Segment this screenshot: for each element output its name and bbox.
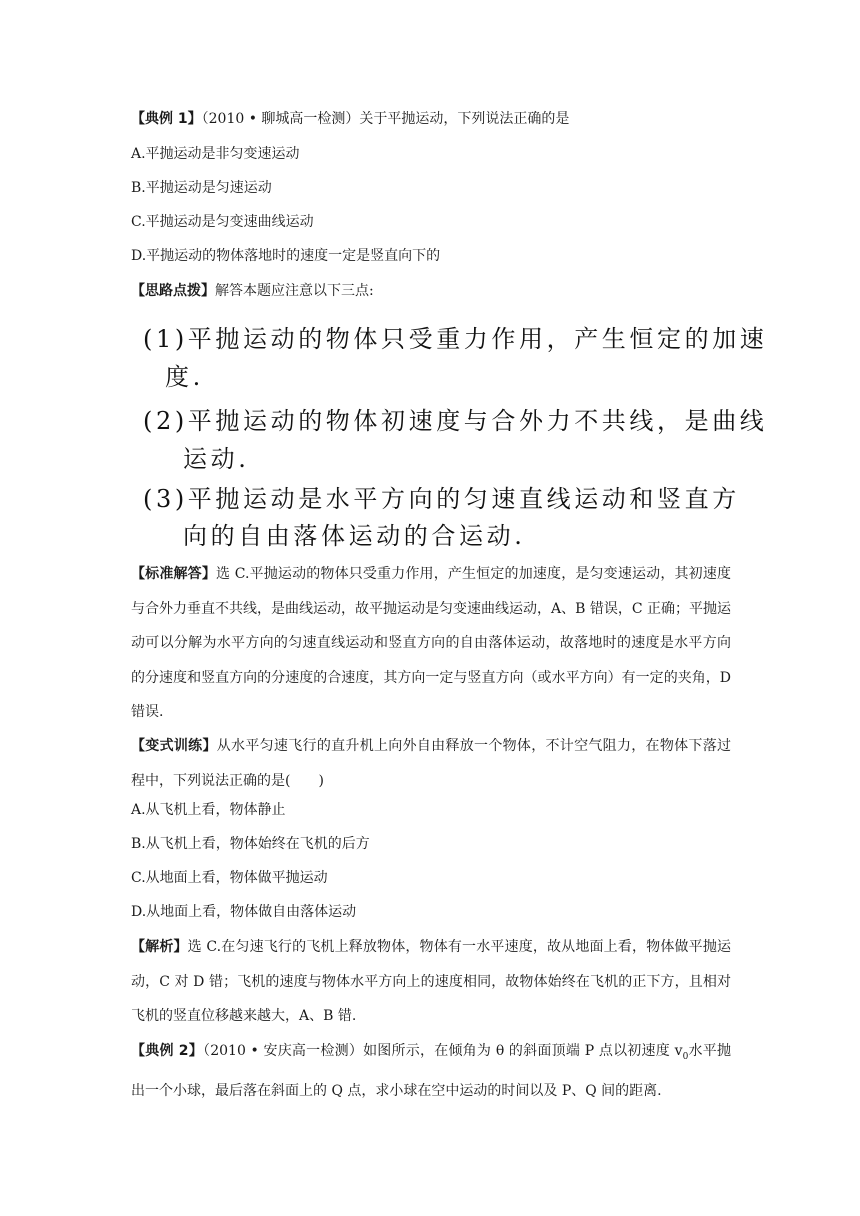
answer-paragraph [131,557,731,730]
example1-text: （2010 • 聊城高一检测）关于平抛运动，下列说法正确的是 [201,111,570,127]
analysis-text: 选 C.在匀速飞行的飞机上释放物体，物体有一水平速度，故从地面上看，物体做平抛运动，C 对 D 错；飞机的速度与物体水平方向上的速度相同，故物体始终在飞机的正下方，且相对飞机的竖直位移越来越大，A、B 错. [131,939,731,1024]
hint-scan-line: 运动. [183,445,250,473]
variant-option-b: B.从飞机上看，物体始终在飞机的后方 [131,836,370,852]
example1-label: 【典例 1】 [131,111,202,127]
analysis-paragraph [131,930,731,1034]
variant-paragraph [131,729,731,798]
hint-scan-line: (1)平抛运动的物体只受重力作用，产生恒定的加速 [143,325,768,353]
example1-option-a: A.平抛运动是非匀变速运动 [131,146,300,162]
variant-text: 从水平匀速飞行的直升机上向外自由释放一个物体，不计空气阻力，在物体下落过程中，下列说法正确的是( ) [131,738,732,789]
example2-label: 【典例 2】 [131,1043,203,1059]
hint-heading [131,283,374,300]
example2-subscript: 0 [682,1051,689,1062]
example1-option-b: B.平抛运动是匀速运动 [131,180,272,196]
hint-scan-line: 向的自由落体运动的合运动. [183,522,526,550]
example2-text-before: （2010 • 安庆高一检测）如图所示，在倾角为 θ 的斜面顶端 P 点以初速度 v [203,1043,683,1059]
answer-label: 【标准解答】 [131,566,216,582]
example2-text-after: 水平抛出一个小球，最后落在斜面上的 Q 点，求小球在空中运动的时间以及 P、Q 间的距离. [131,1043,731,1100]
variant-option-a: A.从飞机上看，物体静止 [131,802,286,818]
analysis-label: 【解析】 [131,939,188,955]
hint-scan-line: 度. [165,363,204,391]
hint-text: 解答本题应注意以下三点: [215,283,374,299]
example1-option-c: C.平抛运动是匀变速曲线运动 [131,214,314,230]
hint-scan-line: (2)平抛运动的物体初速度与合外力不共线，是曲线 [143,407,768,435]
variant-option-c: C.从地面上看，物体做平抛运动 [131,870,328,886]
example1-option-d: D.平抛运动的物体落地时的速度一定是竖直向下的 [131,248,441,264]
variant-label: 【变式训练】 [131,738,217,754]
example1-stem [131,111,569,128]
example2-paragraph [131,1034,731,1109]
hint-scan-line: (3)平抛运动是水平方向的匀速直线运动和竖直方 [143,485,740,513]
variant-option-d: D.从地面上看，物体做自由落体运动 [131,904,357,920]
hint-scanned-image [131,318,768,550]
hint-label: 【思路点拨】 [131,283,215,299]
answer-text: 选 C.平抛运动的物体只受重力作用，产生恒定的加速度，是匀变速运动，其初速度与合外力垂直不共线，是曲线运动，故平抛运动是匀变速曲线运动，A、B 错误，C 正确；平抛运动可以分解为水平方向的匀速直线运动和竖直方向的自由落体运动，故落地时的速度是水平方向的分速度和竖直方向的分速度的合速度，其方向一定与竖直方向（或水平方向）有一定的夹角，D 错误. [131,566,732,720]
